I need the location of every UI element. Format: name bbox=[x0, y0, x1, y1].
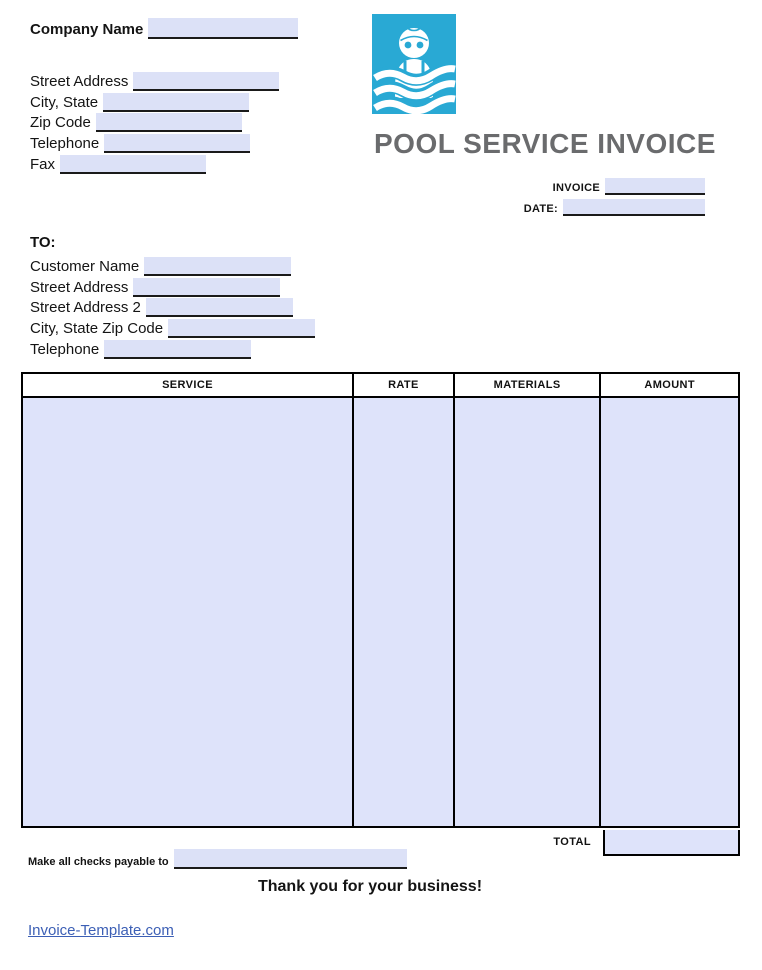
materials-column-input[interactable] bbox=[455, 398, 602, 826]
company-city-state-input[interactable] bbox=[103, 93, 249, 112]
pool-swimmer-icon bbox=[372, 14, 456, 114]
company-street-label: Street Address bbox=[30, 72, 129, 90]
total-label: TOTAL bbox=[553, 836, 591, 848]
customer-city-state-zip-input[interactable] bbox=[168, 319, 315, 338]
total-amount-input[interactable] bbox=[603, 830, 740, 856]
column-header-rate: RATE bbox=[354, 374, 455, 396]
company-zip-label: Zip Code bbox=[30, 114, 91, 132]
customer-name-input[interactable] bbox=[144, 257, 291, 276]
rate-column-input[interactable] bbox=[354, 398, 455, 826]
checks-payable-label: Make all checks payable to bbox=[28, 856, 169, 868]
company-city-state-label: City, State bbox=[30, 93, 99, 111]
customer-street-row bbox=[30, 276, 315, 297]
company-city-state-row bbox=[30, 91, 279, 112]
thank-you-message: Thank you for your business! bbox=[257, 878, 483, 895]
checks-payable-row bbox=[28, 849, 407, 869]
invoice-template-link[interactable]: Invoice-Template.com bbox=[28, 922, 174, 939]
customer-street2-label: Street Address 2 bbox=[30, 299, 141, 317]
invoice-number-row bbox=[553, 174, 705, 195]
company-telephone-row bbox=[30, 132, 279, 153]
checks-payable-input[interactable] bbox=[174, 849, 407, 869]
company-zip-row bbox=[30, 112, 279, 133]
invoice-number-label: INVOICE bbox=[552, 182, 600, 194]
customer-street2-row bbox=[30, 297, 315, 318]
company-street-row bbox=[30, 70, 279, 91]
customer-street2-input[interactable] bbox=[146, 298, 293, 317]
company-zip-input[interactable] bbox=[96, 113, 242, 132]
company-telephone-input[interactable] bbox=[104, 134, 250, 153]
customer-telephone-input[interactable] bbox=[104, 340, 251, 359]
company-name-input[interactable] bbox=[148, 18, 298, 39]
column-header-service: SERVICE bbox=[23, 374, 354, 396]
bill-to-block bbox=[30, 255, 315, 359]
service-table-header bbox=[23, 374, 738, 398]
invoice-date-input[interactable] bbox=[563, 199, 705, 216]
customer-city-state-zip-label: City, State Zip Code bbox=[30, 320, 164, 338]
bill-to-heading: TO: bbox=[30, 234, 56, 251]
company-address-block bbox=[30, 70, 279, 174]
column-header-materials: MATERIALS bbox=[455, 374, 602, 396]
customer-street-label: Street Address bbox=[30, 278, 129, 296]
company-name-row bbox=[30, 18, 298, 39]
company-fax-row bbox=[30, 153, 279, 174]
customer-name-label: Customer Name bbox=[30, 257, 140, 275]
service-column-input[interactable] bbox=[23, 398, 354, 826]
customer-street-input[interactable] bbox=[133, 278, 280, 297]
customer-telephone-row bbox=[30, 338, 315, 359]
amount-column-input[interactable] bbox=[601, 398, 738, 826]
service-table-body bbox=[23, 398, 738, 826]
company-fax-label: Fax bbox=[30, 155, 56, 173]
column-header-amount: AMOUNT bbox=[644, 379, 696, 391]
customer-telephone-label: Telephone bbox=[30, 340, 100, 358]
company-name-label: Company Name bbox=[30, 20, 144, 38]
invoice-date-row bbox=[524, 195, 705, 216]
company-street-input[interactable] bbox=[133, 72, 279, 91]
customer-city-state-zip-row bbox=[30, 317, 315, 338]
customer-name-row bbox=[30, 255, 315, 276]
invoice-date-label: DATE: bbox=[523, 203, 558, 215]
company-telephone-label: Telephone bbox=[30, 135, 100, 153]
invoice-meta-block bbox=[524, 174, 705, 216]
page-title: POOL SERVICE INVOICE bbox=[374, 128, 716, 159]
company-fax-input[interactable] bbox=[60, 155, 206, 174]
service-table bbox=[21, 372, 740, 828]
invoice-number-input[interactable] bbox=[605, 178, 705, 195]
